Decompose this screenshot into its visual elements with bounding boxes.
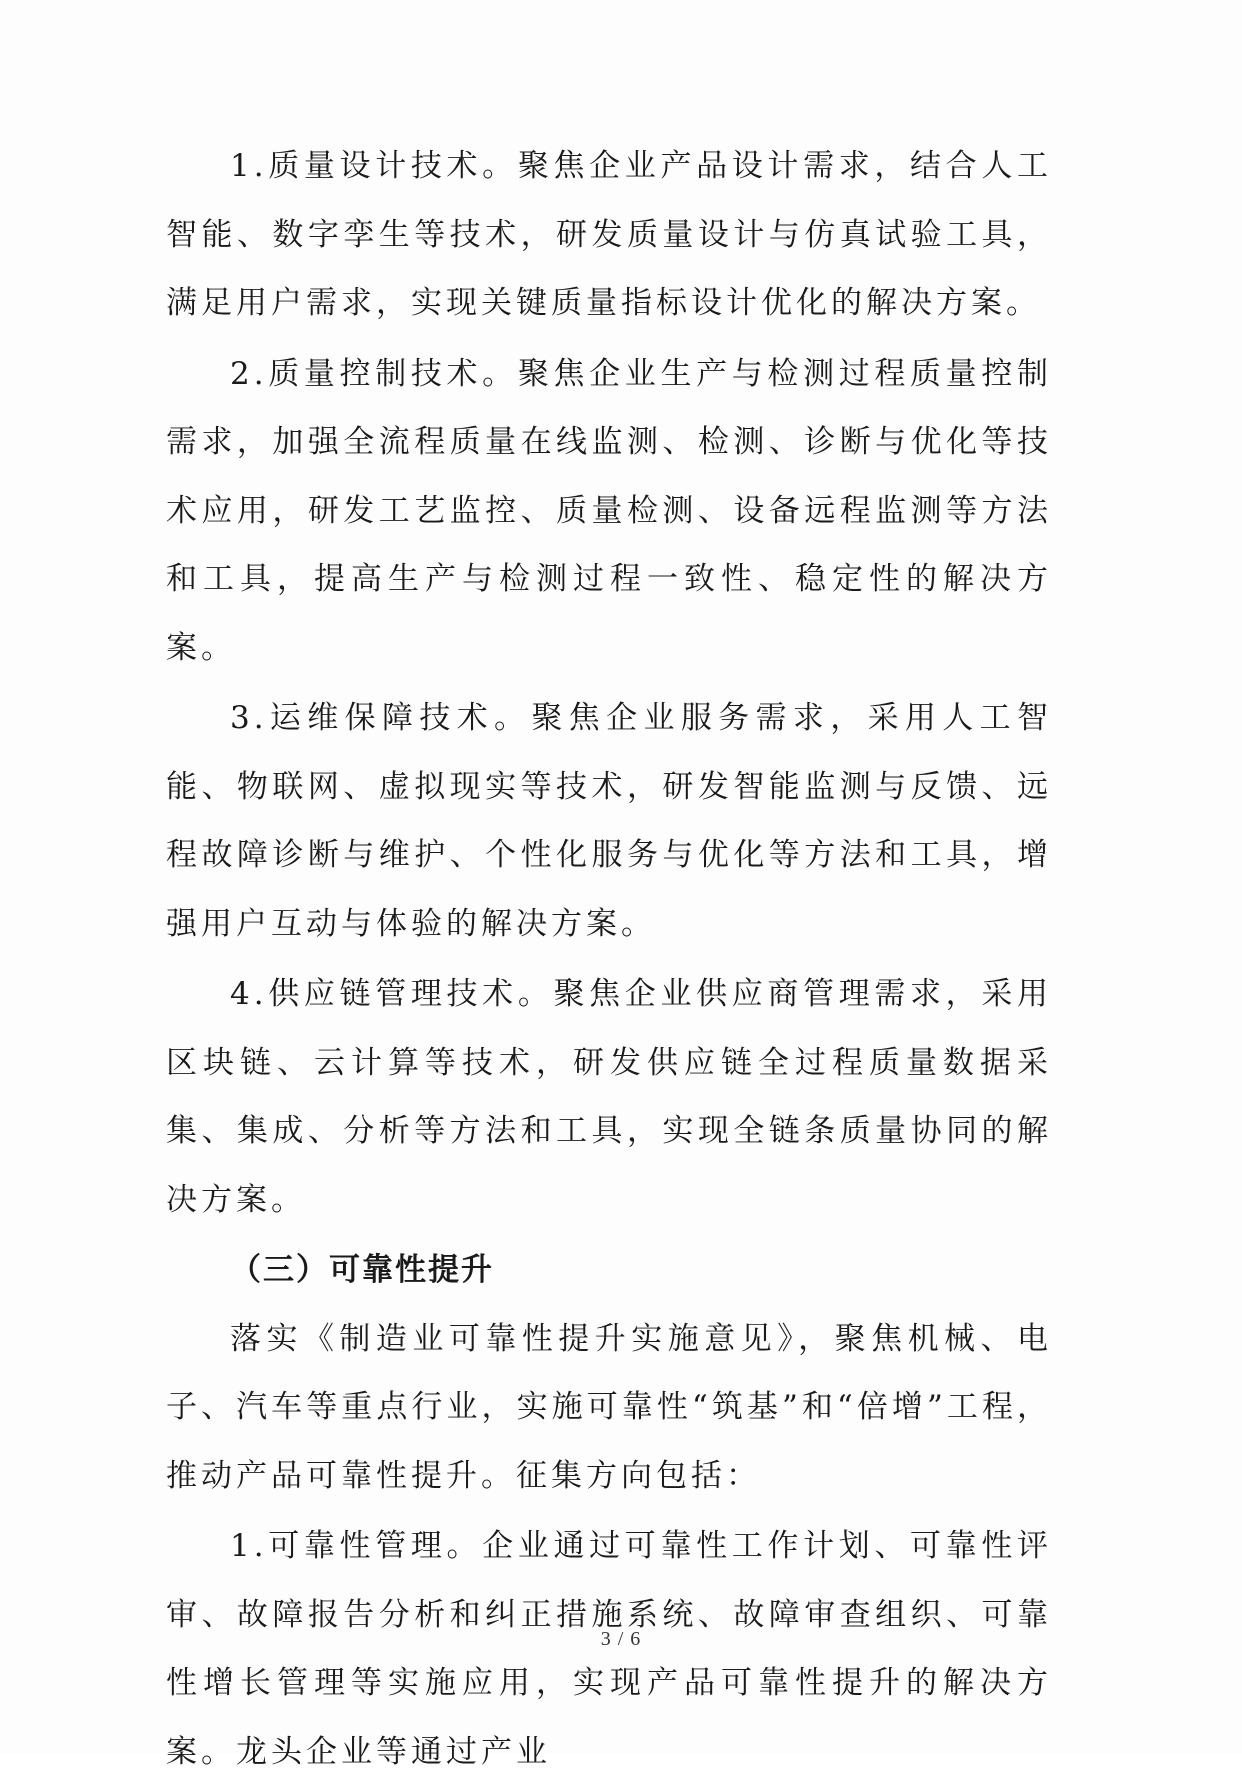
document-body bbox=[166, 132, 1052, 1788]
section-heading-reliability: （三）可靠性提升 bbox=[230, 1252, 494, 1288]
page-number: 3 / 6 bbox=[600, 1628, 642, 1650]
paragraph-quality-design: 1.质量设计技术。聚焦企业产品设计需求，结合人工智能、数字孪生等技术，研发质量设计与仿真试验工具，满足用户需求，实现关键质量指标设计优化的解决方案。 bbox=[166, 148, 1052, 321]
paragraph-operations-support: 3.运维保障技术。聚焦企业服务需求，采用人工智能、物联网、虚拟现实等技术，研发智能监测与反馈、远程故障诊断与维护、个性化服务与优化等方法和工具，增强用户互动与体验的解决方案。 bbox=[166, 700, 1052, 942]
paragraph-reliability-intro: 落实《制造业可靠性提升实施意见》，聚焦机械、电子、汽车等重点行业，实施可靠性“筑基”和“倍增”工程，推动产品可靠性提升。征集方向包括： bbox=[166, 1320, 1052, 1494]
paragraph-supply-chain: 4.供应链管理技术。聚焦企业供应商管理需求，采用区块链、云计算等技术，研发供应链全过程质量数据采集、集成、分析等方法和工具，实现全链条质量协同的解决方案。 bbox=[166, 976, 1052, 1218]
paragraph-quality-control: 2.质量控制技术。聚焦企业生产与检测过程质量控制需求，加强全流程质量在线监测、检测、诊断与优化等技术应用，研发工艺监控、质量检测、设备远程监测等方法和工具，提高生产与检测过程一致性、稳定性的解决方案。 bbox=[166, 355, 1052, 666]
paragraph-reliability-management: 1.可靠性管理。企业通过可靠性工作计划、可靠性评审、故障报告分析和纠正措施系统、故障审查组织、可靠性增长管理等实施应用，实现产品可靠性提升的解决方案。龙头企业等通过产业 bbox=[166, 1528, 1052, 1770]
